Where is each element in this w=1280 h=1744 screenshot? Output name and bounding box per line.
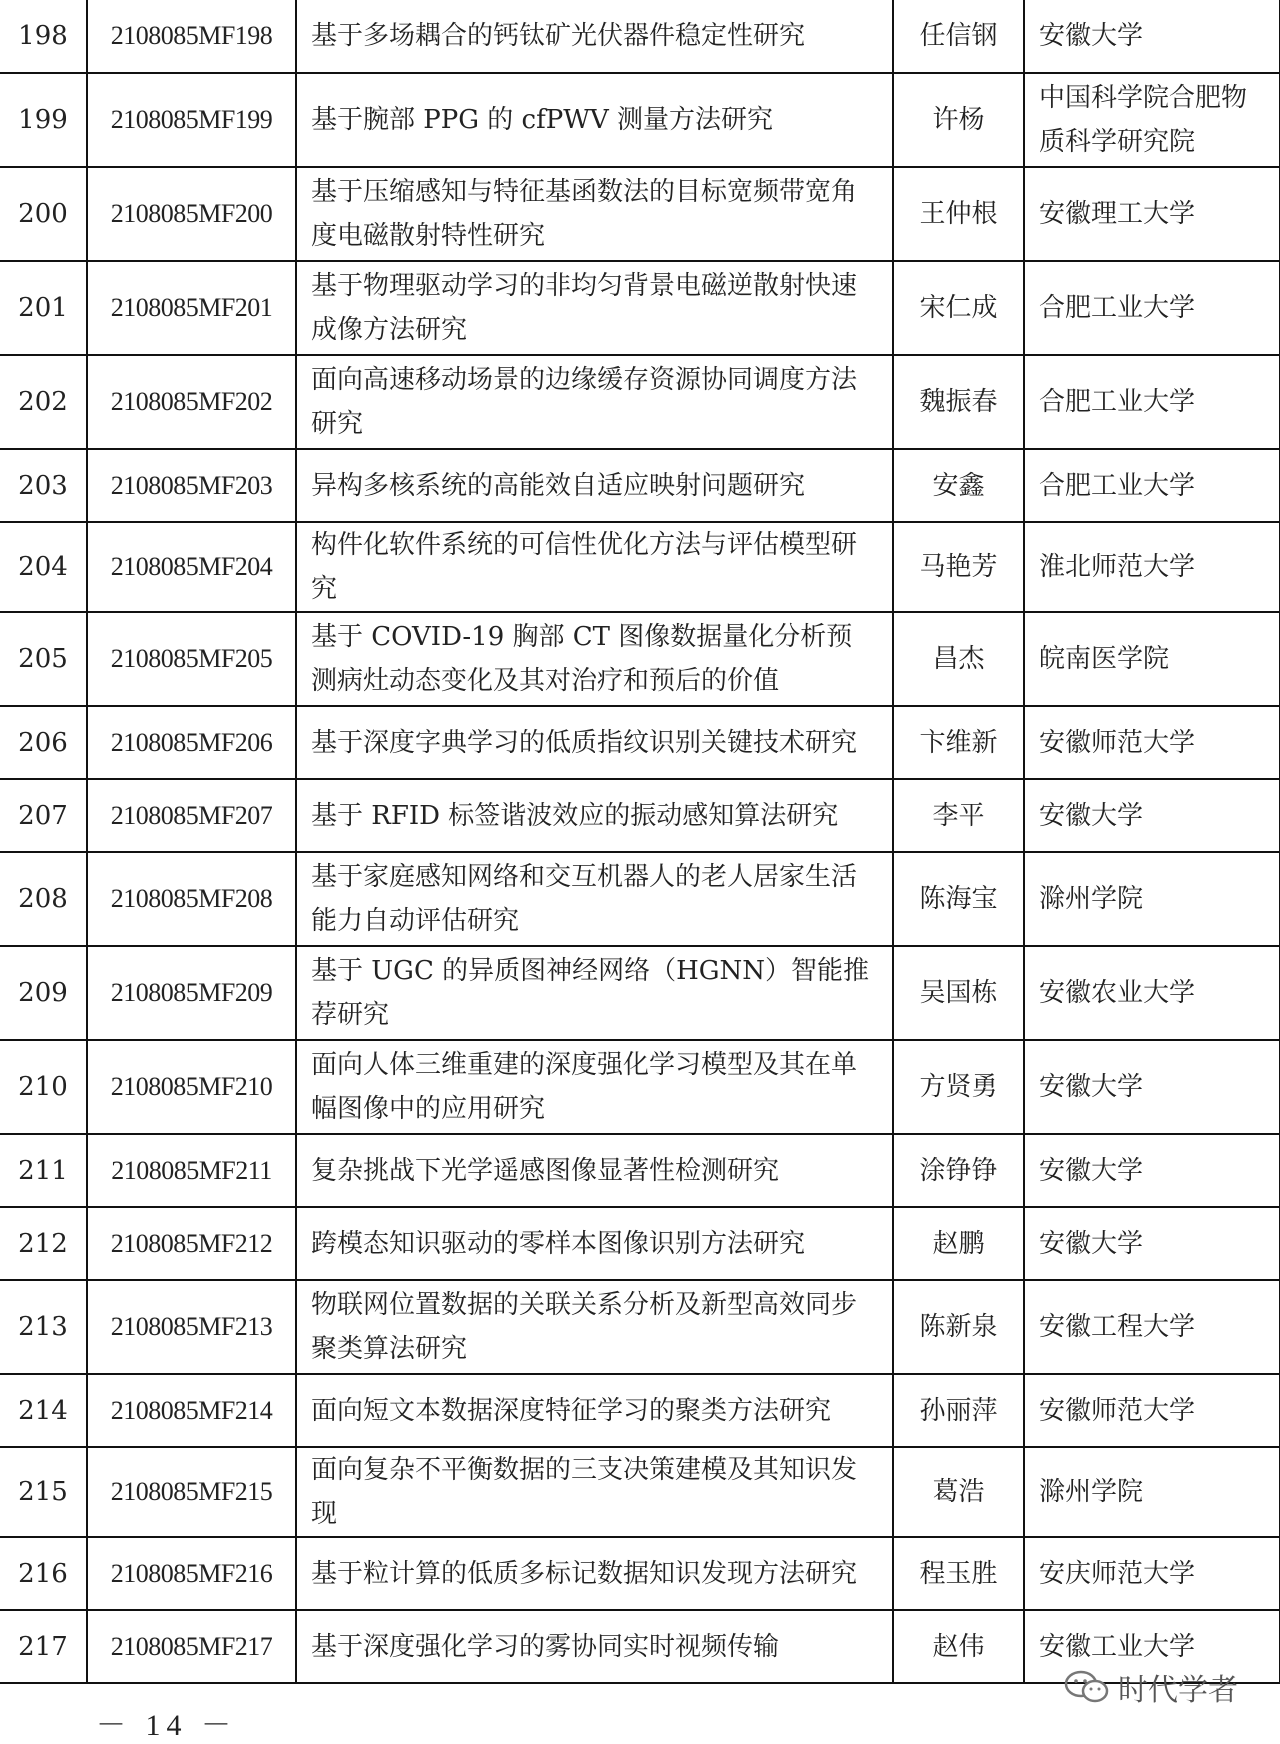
project-title: 基于深度字典学习的低质指纹识别关键技术研究 [296,706,893,779]
institution: 安徽大学 [1024,1040,1280,1134]
principal-investigator: 葛浩 [893,1447,1024,1537]
project-code: 2108085MF215 [87,1447,296,1537]
principal-investigator: 方贤勇 [893,1040,1024,1134]
table-row [0,1040,1280,1134]
institution: 安徽大学 [1024,1134,1280,1207]
institution: 安徽工程大学 [1024,1280,1280,1374]
table-row [0,355,1280,449]
project-code: 2108085MF211 [87,1134,296,1207]
principal-investigator: 陈新泉 [893,1280,1024,1374]
table-row [0,1447,1280,1537]
table-row [0,1207,1280,1280]
row-number: 204 [0,522,87,612]
project-code: 2108085MF217 [87,1610,296,1683]
institution: 安徽工业大学 [1024,1610,1280,1683]
table-row [0,0,1280,73]
project-code: 2108085MF216 [87,1537,296,1610]
row-number: 214 [0,1374,87,1447]
row-number: 206 [0,706,87,779]
principal-investigator: 赵伟 [893,1610,1024,1683]
row-number: 212 [0,1207,87,1280]
principal-investigator: 昌杰 [893,612,1024,706]
institution: 合肥工业大学 [1024,261,1280,355]
project-title: 基于压缩感知与特征基函数法的目标宽频带宽角度电磁散射特性研究 [296,167,893,261]
project-title: 异构多核系统的高能效自适应映射问题研究 [296,449,893,522]
principal-investigator: 任信钢 [893,0,1024,73]
institution: 滁州学院 [1024,852,1280,946]
table-row [0,779,1280,852]
institution: 合肥工业大学 [1024,449,1280,522]
principal-investigator: 安鑫 [893,449,1024,522]
row-number: 208 [0,852,87,946]
watermark-text: 时代学者 [1118,1673,1238,1708]
page-number: － 14 － [96,1709,237,1742]
principal-investigator: 魏振春 [893,355,1024,449]
project-code: 2108085MF206 [87,706,296,779]
project-code: 2108085MF202 [87,355,296,449]
institution: 安徽农业大学 [1024,946,1280,1040]
table-row [0,261,1280,355]
institution: 皖南医学院 [1024,612,1280,706]
project-code: 2108085MF204 [87,522,296,612]
project-title: 面向复杂不平衡数据的三支决策建模及其知识发现 [296,1447,893,1537]
table-row [0,1280,1280,1374]
project-title: 基于粒计算的低质多标记数据知识发现方法研究 [296,1537,893,1610]
watermark [1064,1665,1238,1709]
table-row [0,1374,1280,1447]
project-title: 基于多场耦合的钙钛矿光伏器件稳定性研究 [296,0,893,73]
project-code: 2108085MF205 [87,612,296,706]
table-row [0,167,1280,261]
institution: 淮北师范大学 [1024,522,1280,612]
principal-investigator: 许杨 [893,73,1024,167]
institution: 安徽大学 [1024,1207,1280,1280]
project-title: 基于深度强化学习的雾协同实时视频传输 [296,1610,893,1683]
project-code: 2108085MF203 [87,449,296,522]
institution: 合肥工业大学 [1024,355,1280,449]
table-row [0,612,1280,706]
project-title: 跨模态知识驱动的零样本图像识别方法研究 [296,1207,893,1280]
project-code: 2108085MF208 [87,852,296,946]
table-row [0,946,1280,1040]
project-title: 构件化软件系统的可信性优化方法与评估模型研究 [296,522,893,612]
row-number: 198 [0,0,87,73]
project-code: 2108085MF199 [87,73,296,167]
row-number: 211 [0,1134,87,1207]
row-number: 210 [0,1040,87,1134]
project-code: 2108085MF213 [87,1280,296,1374]
project-code: 2108085MF207 [87,779,296,852]
institution: 安庆师范大学 [1024,1537,1280,1610]
row-number: 202 [0,355,87,449]
project-title: 基于 UGC 的异质图神经网络（HGNN）智能推荐研究 [296,946,893,1040]
row-number: 209 [0,946,87,1040]
project-title: 面向高速移动场景的边缘缓存资源协同调度方法研究 [296,355,893,449]
project-code: 2108085MF201 [87,261,296,355]
project-title: 面向短文本数据深度特征学习的聚类方法研究 [296,1374,893,1447]
principal-investigator: 李平 [893,779,1024,852]
project-title: 面向人体三维重建的深度强化学习模型及其在单幅图像中的应用研究 [296,1040,893,1134]
project-code: 2108085MF214 [87,1374,296,1447]
principal-investigator: 涂铮铮 [893,1134,1024,1207]
institution: 滁州学院 [1024,1447,1280,1537]
row-number: 217 [0,1610,87,1683]
project-title: 复杂挑战下光学遥感图像显著性检测研究 [296,1134,893,1207]
institution: 中国科学院合肥物质科学研究院 [1024,73,1280,167]
row-number: 215 [0,1447,87,1537]
table-row [0,1134,1280,1207]
institution: 安徽师范大学 [1024,1374,1280,1447]
row-number: 200 [0,167,87,261]
row-number: 199 [0,73,87,167]
principal-investigator: 王仲根 [893,167,1024,261]
principal-investigator: 宋仁成 [893,261,1024,355]
table-row [0,706,1280,779]
project-code: 2108085MF210 [87,1040,296,1134]
row-number: 203 [0,449,87,522]
institution: 安徽理工大学 [1024,167,1280,261]
project-title: 物联网位置数据的关联关系分析及新型高效同步聚类算法研究 [296,1280,893,1374]
table-row [0,449,1280,522]
row-number: 216 [0,1537,87,1610]
principal-investigator: 赵鹏 [893,1207,1024,1280]
row-number: 213 [0,1280,87,1374]
principal-investigator: 陈海宝 [893,852,1024,946]
wechat-icon [1064,1670,1110,1704]
table-row [0,73,1280,167]
principal-investigator: 程玉胜 [893,1537,1024,1610]
project-code: 2108085MF200 [87,167,296,261]
project-title: 基于 RFID 标签谐波效应的振动感知算法研究 [296,779,893,852]
project-title: 基于腕部 PPG 的 cfPWV 测量方法研究 [296,73,893,167]
row-number: 201 [0,261,87,355]
table-row [0,522,1280,612]
principal-investigator: 卞维新 [893,706,1024,779]
row-number: 207 [0,779,87,852]
project-title: 基于 COVID-19 胸部 CT 图像数据量化分析预测病灶动态变化及其对治疗和预后的价值 [296,612,893,706]
project-title: 基于家庭感知网络和交互机器人的老人居家生活能力自动评估研究 [296,852,893,946]
institution: 安徽大学 [1024,779,1280,852]
principal-investigator: 吴国栋 [893,946,1024,1040]
institution: 安徽师范大学 [1024,706,1280,779]
institution: 安徽大学 [1024,0,1280,73]
project-code: 2108085MF212 [87,1207,296,1280]
principal-investigator: 孙丽萍 [893,1374,1024,1447]
project-title: 基于物理驱动学习的非均匀背景电磁逆散射快速成像方法研究 [296,261,893,355]
table-row [0,1537,1280,1610]
principal-investigator: 马艳芳 [893,522,1024,612]
row-number: 205 [0,612,87,706]
project-code: 2108085MF209 [87,946,296,1040]
project-code: 2108085MF198 [87,0,296,73]
table-row [0,852,1280,946]
